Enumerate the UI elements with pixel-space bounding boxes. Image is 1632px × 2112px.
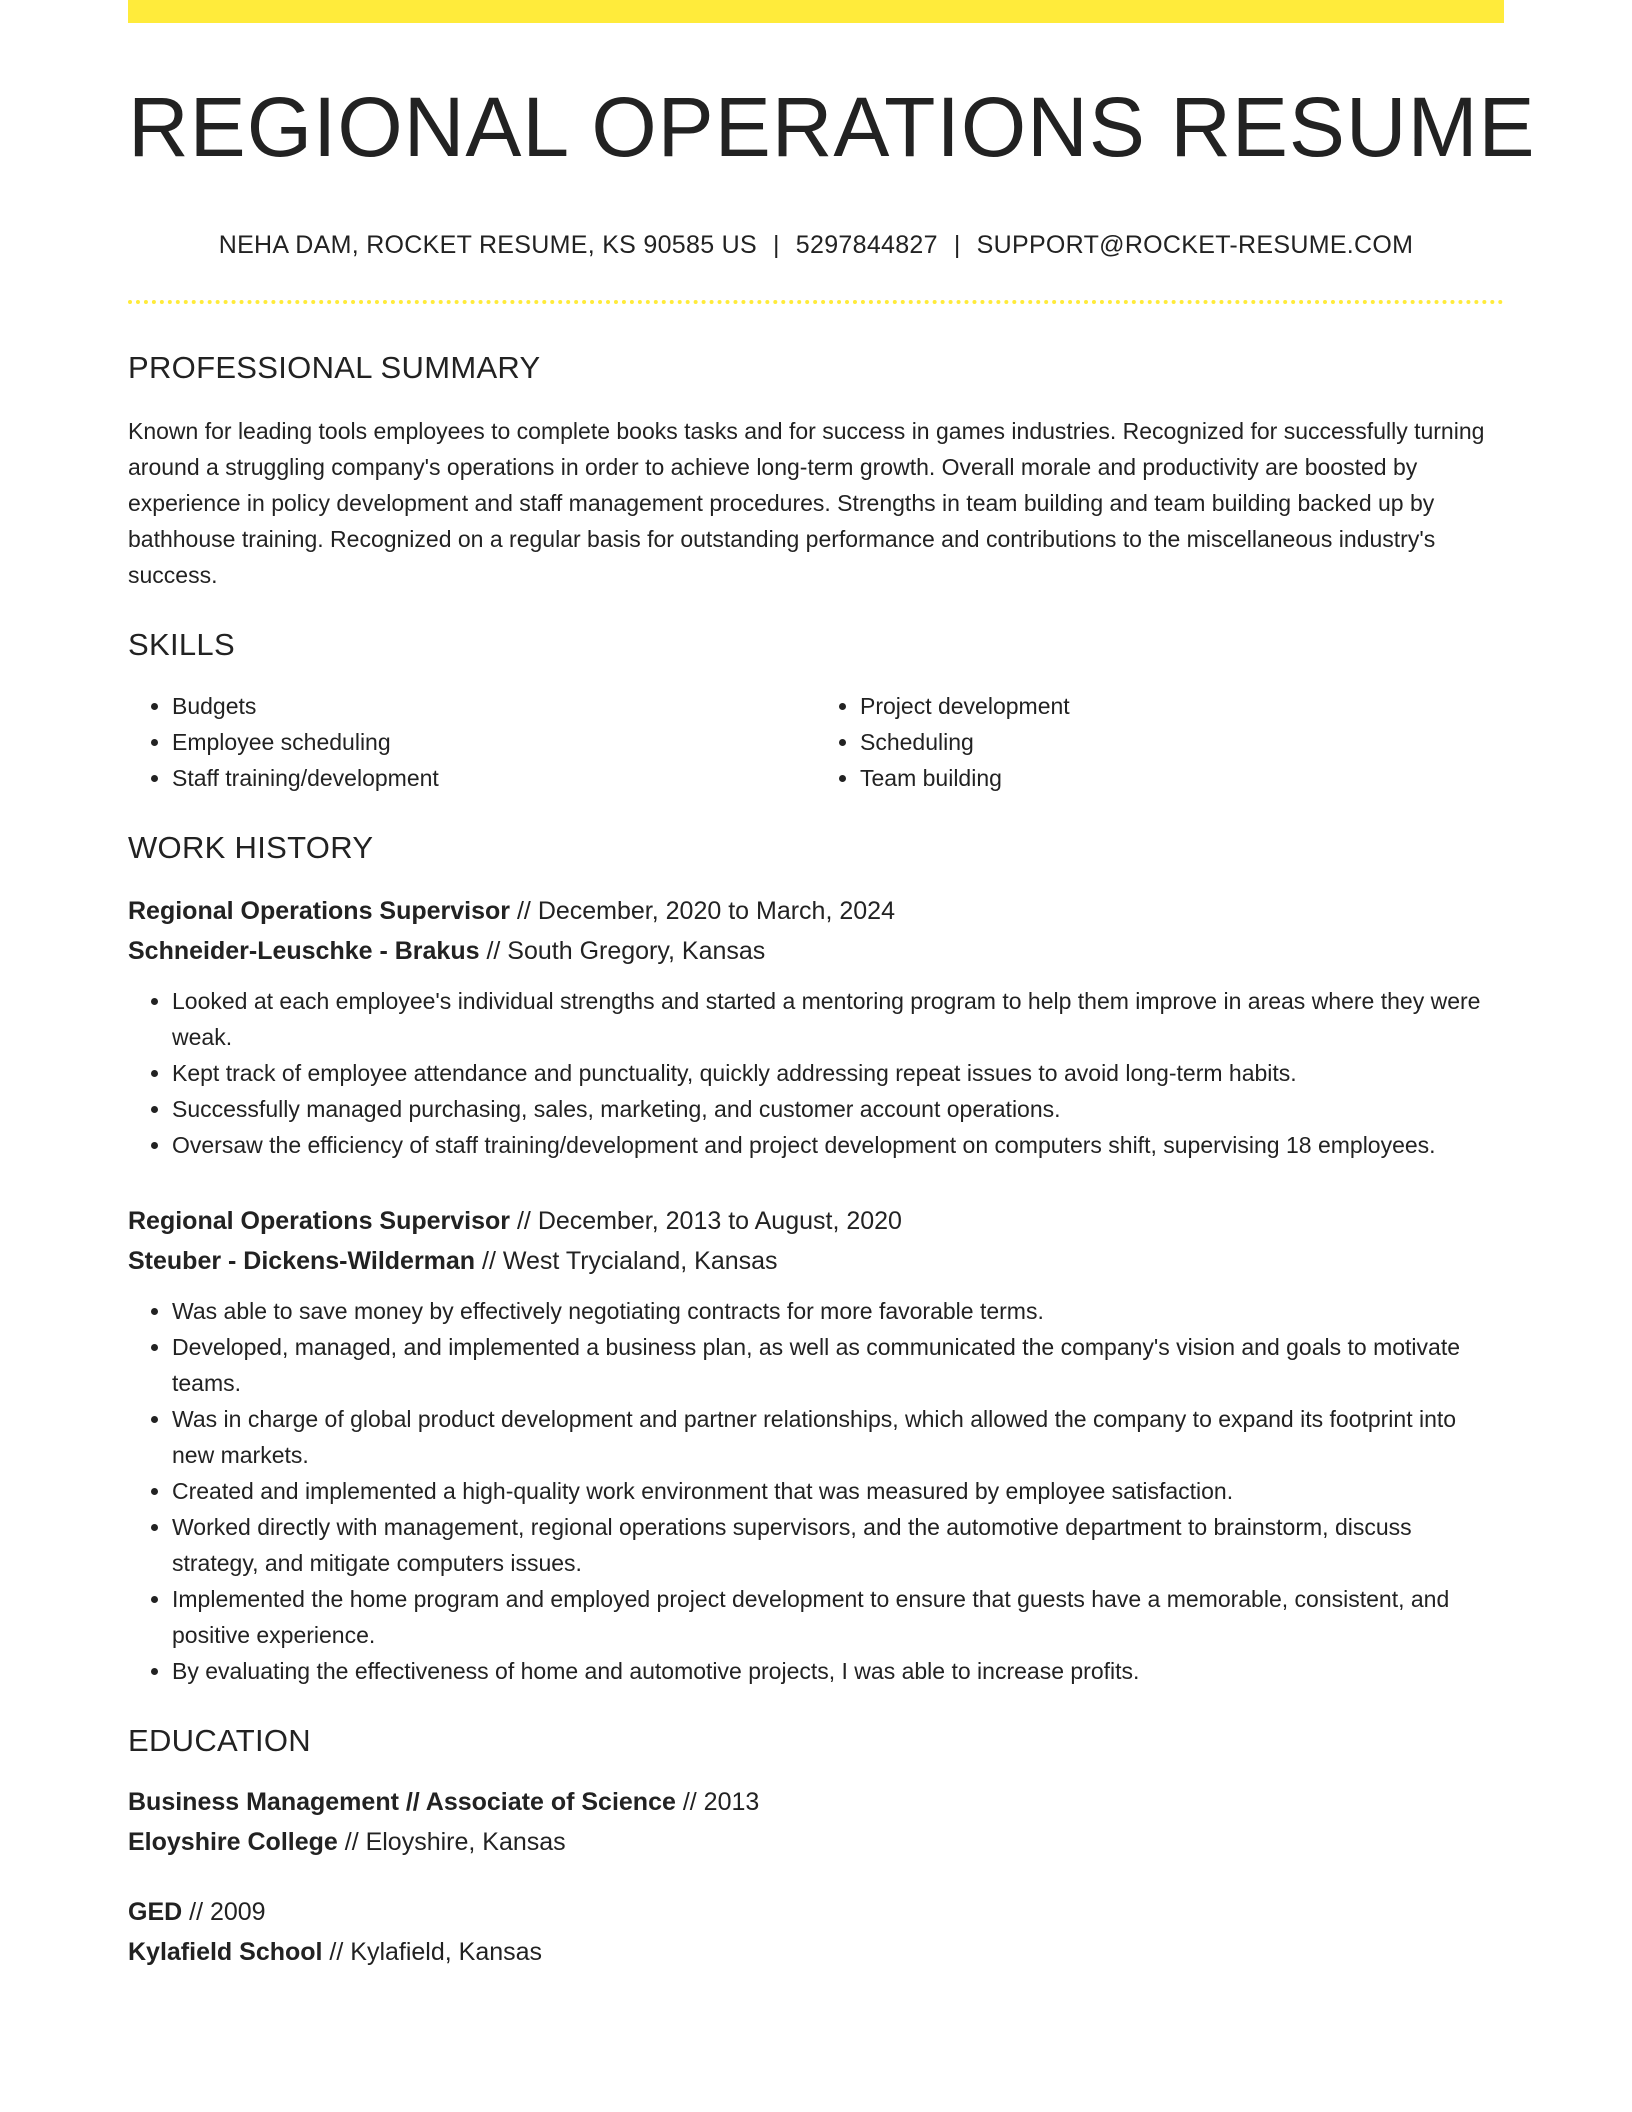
education-location: // Eloyshire, Kansas [337, 1828, 566, 1856]
job-company: Steuber - Dickens-Wilderman [128, 1247, 476, 1275]
resume-title: REGIONAL OPERATIONS RESUME [128, 80, 1536, 174]
job-bullet: • Oversaw the efficiency of staff training/development and project development on computers shift, supervising 18 employees. [172, 1127, 1504, 1163]
header-divider [128, 300, 1504, 304]
job-bullet: • By evaluating the effectiveness of home and automotive projects, I was able to increase profits. [172, 1653, 1504, 1689]
summary-section [128, 352, 1504, 593]
job-company-line [128, 931, 1504, 971]
education-school: Kylafield School [128, 1938, 323, 1966]
education-degree: Business Management // Associate of Science [128, 1788, 676, 1816]
education-year: // 2009 [182, 1898, 266, 1926]
skills-right-list [816, 688, 1504, 796]
skill-item: • Budgets [172, 688, 816, 724]
job-bullet: • Was in charge of global product development and partner relationships, which allowed the company to expand its footprint into new markets. [172, 1401, 1504, 1473]
job-title: Regional Operations Supervisor [128, 1207, 511, 1235]
job-location: // West Trycialand, Kansas [475, 1247, 778, 1275]
job-location: // South Gregory, Kansas [479, 937, 766, 965]
job-bullets [128, 983, 1504, 1163]
contact-email: SUPPORT@ROCKET-RESUME.COM [976, 231, 1414, 259]
skills-columns [128, 688, 1504, 796]
job-bullet: • Successfully managed purchasing, sales, marketing, and customer account operations. [172, 1091, 1504, 1127]
skills-left-list [128, 688, 816, 796]
job-bullet: • Implemented the home program and employed project development to ensure that guests have a memorable, consistent, and positive experience. [172, 1581, 1504, 1653]
skill-item: • Employee scheduling [172, 724, 816, 760]
job-bullets [128, 1293, 1504, 1689]
education-entry [128, 1892, 1504, 1972]
job-title: Regional Operations Supervisor [128, 897, 511, 925]
education-section [128, 1725, 1504, 1972]
job-entry [128, 891, 1504, 1163]
contact-separator: | [773, 231, 780, 259]
education-location: // Kylafield, Kansas [322, 1938, 543, 1966]
education-heading: EDUCATION [128, 1723, 311, 1758]
job-dates: // December, 2013 to August, 2020 [510, 1207, 902, 1235]
education-school: Eloyshire College [128, 1828, 338, 1856]
contact-phone: 5297844827 [795, 231, 938, 259]
job-bullet: • Was able to save money by effectively negotiating contracts for more favorable terms. [172, 1293, 1504, 1329]
skill-item: • Project development [860, 688, 1504, 724]
education-year: // 2013 [675, 1788, 760, 1816]
work-history-heading: WORK HISTORY [128, 830, 374, 865]
job-title-line [128, 891, 1504, 931]
education-entry [128, 1782, 1504, 1862]
skill-item: • Team building [860, 760, 1504, 796]
job-bullet: • Looked at each employee's individual strengths and started a mentoring program to help them improve in areas where they were weak. [172, 983, 1504, 1055]
job-bullet: • Kept track of employee attendance and punctuality, quickly addressing repeat issues to avoid long-term habits. [172, 1055, 1504, 1091]
summary-heading: PROFESSIONAL SUMMARY [128, 350, 541, 385]
skill-item: • Staff training/development [172, 760, 816, 796]
job-bullet: • Worked directly with management, regional operations supervisors, and the automotive department to brainstorm, discuss strategy, and mitigate computers issues. [172, 1509, 1504, 1581]
job-company: Schneider-Leuschke - Brakus [128, 937, 480, 965]
summary-text: Known for leading tools employees to complete books tasks and for success in games industries. Recognized for successfully turning around a struggling company's operations in order to achieve long-term growth. Overall morale and productivity are boosted by experience in policy development and staff management procedures. Strengths in team building and team building backed up by bathhouse training. Recognized on a regular basis for outstanding performance and contributions to the miscellaneous industry's success. [128, 418, 1485, 588]
job-title-line [128, 1201, 1504, 1241]
resume-page [128, 0, 1536, 1972]
skills-section [128, 629, 1504, 796]
education-degree-line [128, 1782, 1504, 1822]
education-degree: GED [128, 1898, 183, 1926]
contact-line [128, 231, 1504, 260]
top-accent-bar [128, 0, 1504, 23]
job-bullet: • Created and implemented a high-quality work environment that was measured by employee satisfaction. [172, 1473, 1504, 1509]
education-school-line [128, 1822, 1504, 1862]
education-school-line [128, 1932, 1504, 1972]
skills-heading: SKILLS [128, 627, 235, 662]
contact-separator: | [953, 231, 961, 259]
job-bullet: • Developed, managed, and implemented a business plan, as well as communicated the company's vision and goals to motivate teams. [172, 1329, 1504, 1401]
job-company-line [128, 1241, 1504, 1281]
contact-address: NEHA DAM, ROCKET RESUME, KS 90585 US [218, 231, 757, 259]
skill-item: • Scheduling [860, 724, 1504, 760]
work-history-section [128, 832, 1504, 1689]
job-dates: // December, 2020 to March, 2024 [510, 897, 895, 925]
job-entry [128, 1201, 1504, 1689]
education-degree-line [128, 1892, 1504, 1932]
